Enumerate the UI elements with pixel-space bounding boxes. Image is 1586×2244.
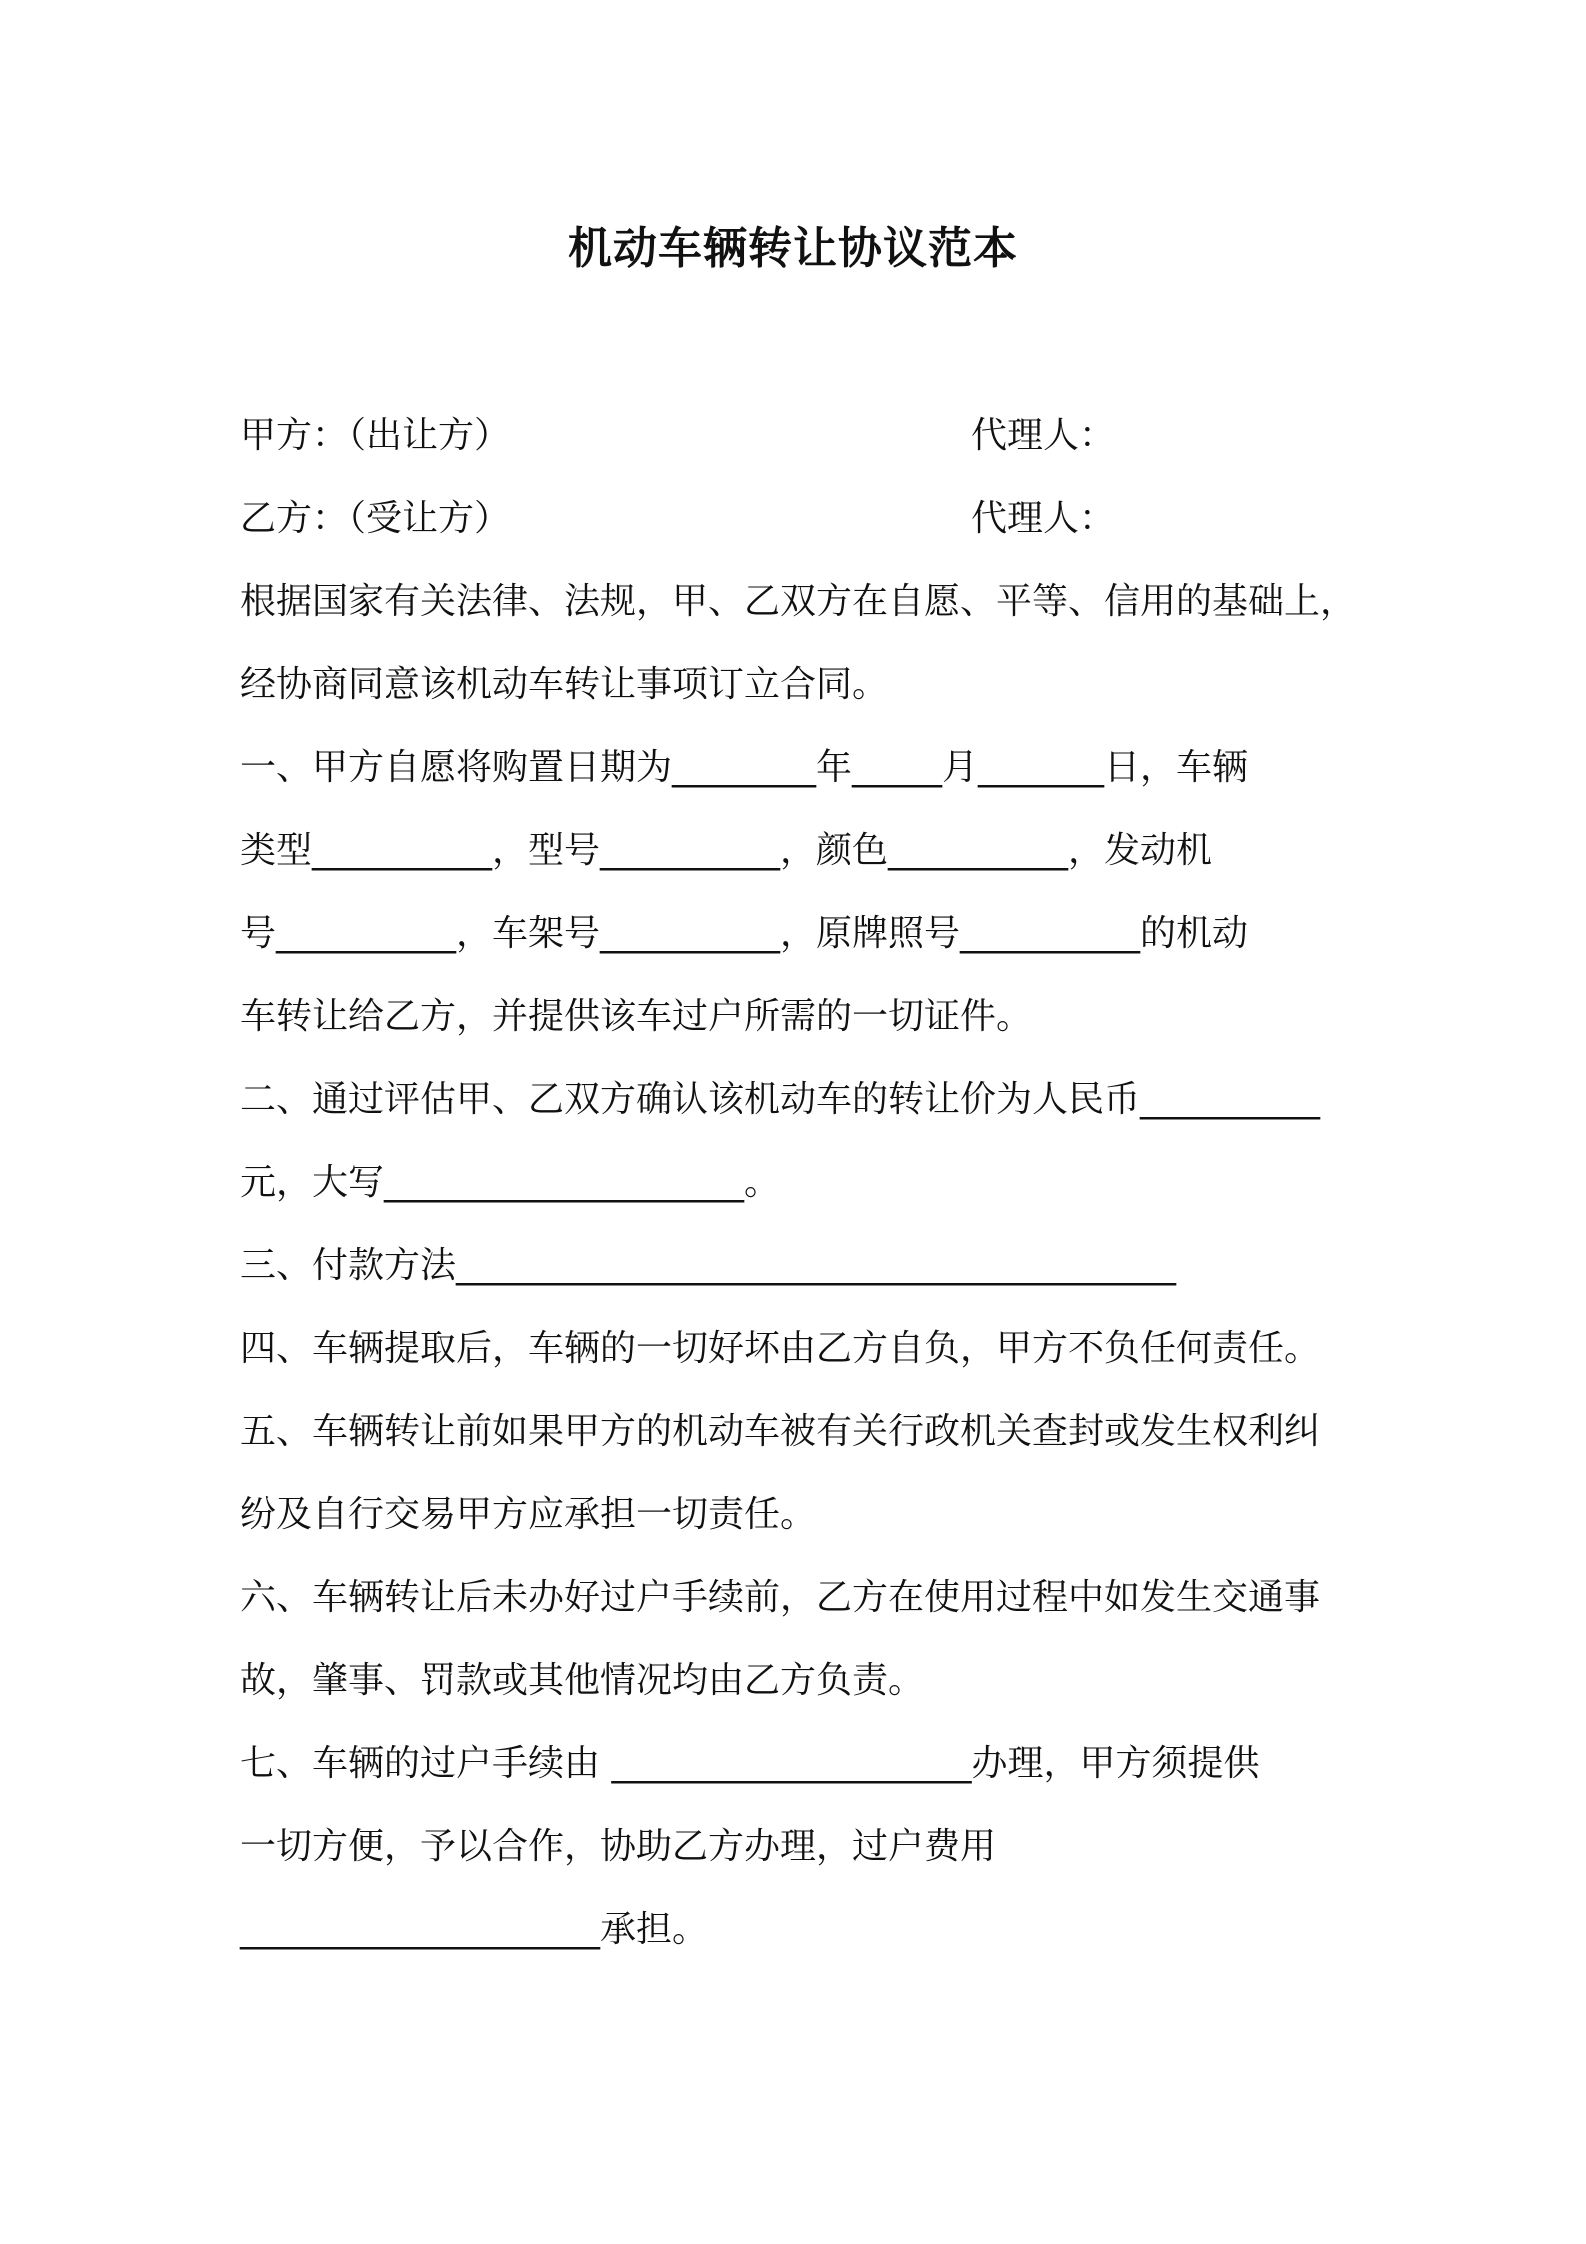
clause7-line-2: 一切方便，予以合作，协助乙方办理，过户费用	[240, 1826, 997, 1867]
clause7-line-3: ____________________承担。	[240, 1909, 709, 1950]
party-a-label: 甲方：（出让方）	[240, 415, 511, 456]
party-b-agent-label: 代理人：	[971, 498, 1116, 539]
clause6-line-1: 六、车辆转让后未办好过户手续前，乙方在使用过程中如发生交通事	[240, 1577, 1321, 1618]
clause5-line-2: 纷及自行交易甲方应承担一切责任。	[240, 1494, 817, 1535]
clause2-line-2: 元，大写____________________。	[240, 1162, 781, 1203]
clause1-line-1: 一、甲方自愿将购置日期为________年_____月_______日，车辆	[240, 747, 1249, 788]
intro-line-1: 根据国家有关法律、法规，甲、乙双方在自愿、平等、信用的基础上，	[240, 581, 1357, 622]
party-a-agent-label: 代理人：	[971, 415, 1116, 456]
clause1-line-4: 车转让给乙方，并提供该车过户所需的一切证件。	[240, 996, 1033, 1037]
clause4-line-1: 四、车辆提取后，车辆的一切好坏由乙方自负，甲方不负任何责任。	[240, 1328, 1321, 1369]
clause3-line-1: 三、付款方法________________________________________	[240, 1245, 1177, 1286]
party-a-row	[240, 406, 1360, 466]
clause6-line-2: 故，肇事、罚款或其他情况均由乙方负责。	[240, 1660, 925, 1701]
clause2-line-1: 二、通过评估甲、乙双方确认该机动车的转让价为人民币__________	[240, 1079, 1321, 1120]
clause5-line-1: 五、车辆转让前如果甲方的机动车被有关行政机关查封或发生权利纠	[240, 1411, 1321, 1452]
document-title: 机动车辆转让协议范本	[568, 223, 1018, 274]
party-b-label: 乙方：（受让方）	[240, 498, 511, 539]
clause1-line-2: 类型__________，型号__________，颜色__________，发动机	[240, 830, 1213, 871]
party-b-row	[240, 489, 1360, 549]
intro-line-2: 经协商同意该机动车转让事项订立合同。	[240, 664, 889, 705]
clause7-line-1: 七、车辆的过户手续由 ____________________办理，甲方须提供	[240, 1743, 1260, 1784]
clause1-line-3: 号__________，车架号__________，原牌照号__________的机动	[240, 913, 1249, 954]
